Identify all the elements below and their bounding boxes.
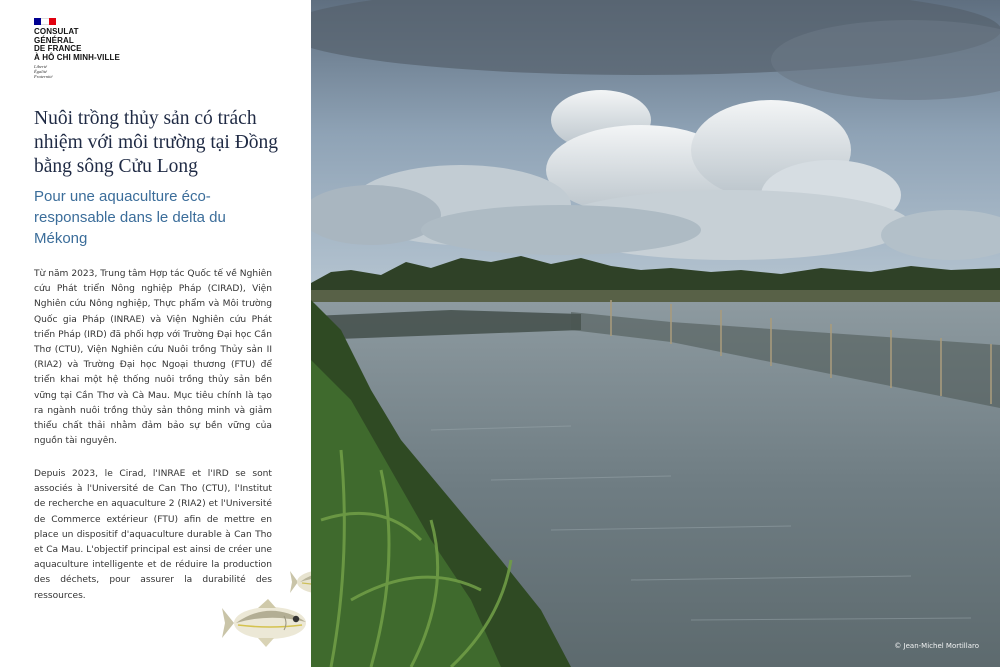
title-vietnamese: Nuôi trồng thủy sản có trách nhiệm với môi trường tại Đồng bằng sông Cửu Long	[34, 108, 279, 177]
fish-illustration-large	[222, 596, 311, 650]
title-french: Pour une aquaculture éco-responsable dans le delta du Mékong	[34, 188, 226, 247]
motto-liberte: Liberté	[34, 64, 47, 69]
body-text-french: Depuis 2023, le Cirad, l'INRAE et l'IRD se sont associés à l'Université de Can Tho (CTU), l'Institut de recherche en aquaculture 2 (RIA2) et l'Université de Commerce extérieur (FTU) afin de mettre en place un dispositif d'aquaculture durable à Can Tho et Ca Mau. L'objectif principal est ainsi de créer une aquaculture intelligente et de réduire la production des déchets, pour assurer la durabilité des ressources.	[34, 469, 272, 601]
motto-fraternite: Fraternité	[34, 74, 53, 79]
logo-line-3: DE FRANCE	[34, 44, 82, 53]
delta-aquaculture-photo	[311, 0, 1000, 667]
logo-line-4: À HÔ CHI MINH-VILLE	[34, 52, 120, 62]
motto	[34, 64, 154, 79]
photo-scene	[311, 0, 1000, 667]
consulate-logo	[34, 18, 154, 79]
motto-egalite: Égalité	[34, 69, 47, 74]
logo-line-1: CONSULAT	[34, 27, 79, 36]
text-panel	[0, 0, 311, 667]
logo-line-2: GÉNÉRAL	[34, 35, 74, 45]
body-text-vietnamese: Từ năm 2023, Trung tâm Hợp tác Quốc tế về Nghiên cứu Phát triển Nông nghiệp Pháp (CIRAD), Viện Nghiên cứu Nông nghiệp, Thực phẩm và Môi trường Quốc gia Pháp (INRAE) và Viện Nghiên cứu Phát triển Pháp (IRD) đã phối hợp với Trường Đại học Cần Thơ (CTU), Viện Nghiên cứu Nuôi trồng Thủy sản II (RIA2) và Trường Đại học Ngoại thương (FTU) để triển khai một hệ thống nuôi trồng thủy sản bền vững tại Cần Thơ và Cà Mau. Mục tiêu chính là tạo ra ngành nuôi trồng thủy sản thông minh và giảm thiểu chất thải nhằm đảm bảo sự bền vững của nguồn tài nguyên.	[34, 269, 272, 447]
photo-credit: © Jean-Michel Mortillaro	[894, 642, 979, 650]
french-flag-icon	[34, 18, 56, 25]
